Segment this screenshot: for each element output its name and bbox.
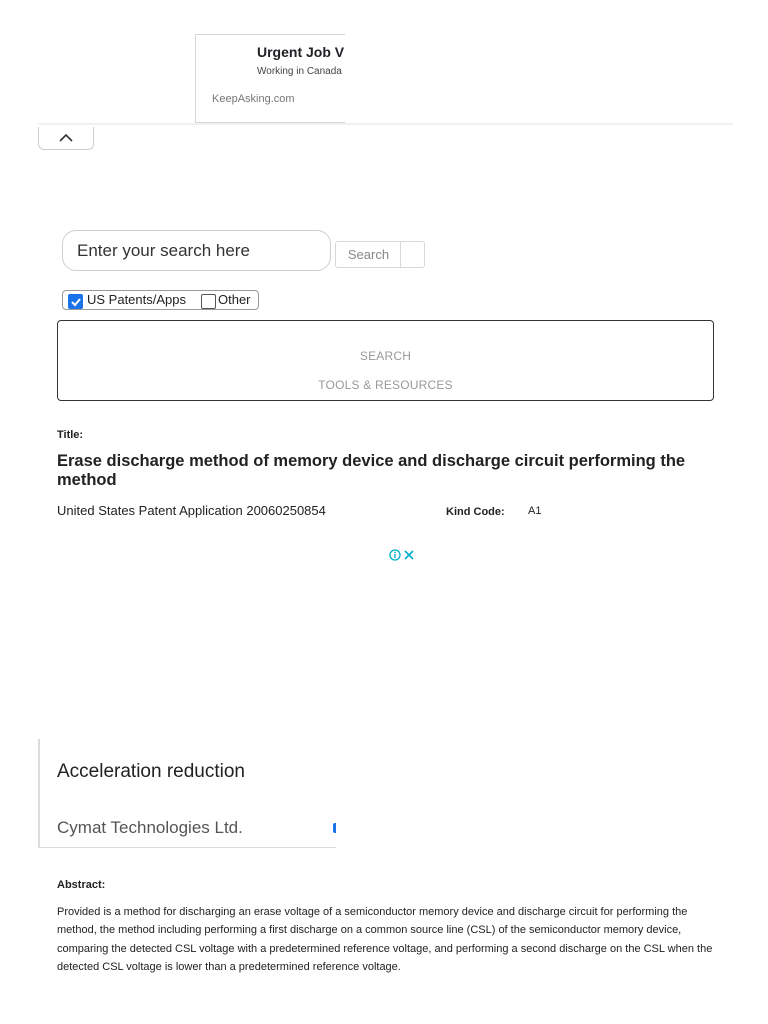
search-button-extra[interactable] (400, 241, 425, 268)
top-ad-banner[interactable] (195, 34, 345, 123)
abstract-text: Provided is a method for discharging an erase voltage of a semiconductor memory device and discharge circuit for performing the method, the method including performing a first discharge on a common source line (CSL) of the semiconductor memory device, comparing the detected CSL voltage with a predetermined reference voltage, and performing a second discharge on the CSL when the detected CSL voltage is lower than a predetermined reference voltage. (57, 906, 713, 973)
search-button[interactable]: Search (335, 241, 401, 268)
application-number: United States Patent Application 20060250854 (57, 503, 326, 518)
adchoices-info-icon[interactable] (389, 549, 401, 561)
ad-source[interactable]: KeepAsking.com (212, 93, 295, 105)
mid-ad-title[interactable]: Acceleration reduction (57, 761, 245, 782)
us-patents-checkbox[interactable] (68, 294, 83, 309)
abstract-label: Abstract: (57, 879, 106, 891)
adchoices[interactable] (389, 549, 415, 561)
us-patents-label[interactable]: US Patents/Apps (87, 292, 186, 307)
other-checkbox[interactable] (201, 294, 216, 309)
search-input[interactable] (62, 230, 331, 271)
ad-subtitle: Working in Canada (257, 66, 342, 77)
collapse-ad-button[interactable] (38, 127, 94, 150)
ad-close-icon[interactable] (403, 549, 415, 561)
checkmark-icon (70, 296, 82, 308)
nav-menu (57, 320, 714, 401)
mid-ad-border-bottom (38, 847, 336, 848)
ad-divider (38, 123, 733, 125)
title-label: Title: (57, 429, 84, 441)
nav-tools-link[interactable]: TOOLS & RESOURCES (318, 378, 453, 392)
mid-ad-button-edge[interactable] (333, 823, 336, 833)
page-title: Erase discharge method of memory device and discharge circuit performing the method (57, 452, 686, 489)
chevron-up-icon (58, 133, 74, 143)
mid-ad-advertiser[interactable]: Cymat Technologies Ltd. (57, 818, 243, 837)
kind-code-value: A1 (528, 505, 542, 517)
nav-search-link[interactable]: SEARCH (359, 349, 412, 363)
ad-title[interactable]: Urgent Job V (257, 44, 345, 60)
mid-ad-border (38, 739, 40, 847)
kind-code-label: Kind Code: (446, 506, 505, 518)
other-label[interactable]: Other (218, 292, 251, 307)
